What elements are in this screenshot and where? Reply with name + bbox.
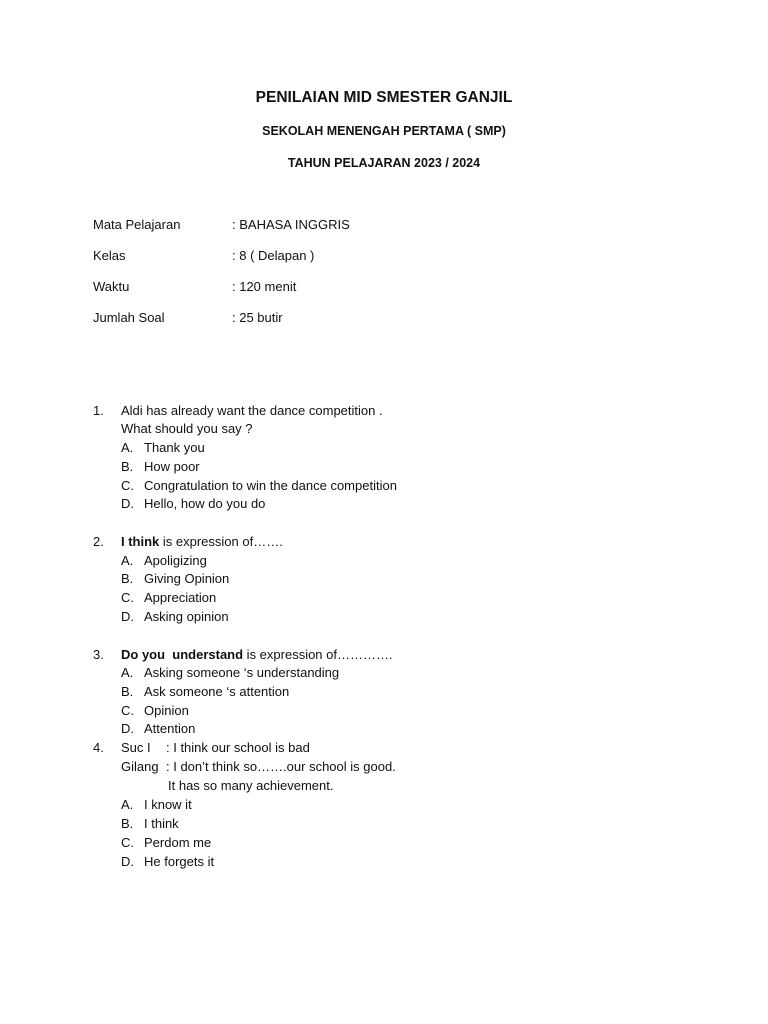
option-letter: D. [121, 496, 134, 511]
option-text: Perdom me [144, 835, 212, 850]
option-text: Thank you [144, 440, 205, 455]
option-text: He forgets it [144, 854, 215, 869]
question-text [121, 534, 283, 549]
option-letter: B. [121, 459, 134, 474]
info-value-time: : 120 menit [232, 279, 297, 294]
option-text: Apoligizing [144, 553, 207, 568]
question-keyword: Do you understand [121, 647, 244, 662]
option-letter: B. [121, 571, 134, 586]
option-text: Congratulation to win the dance competition [144, 478, 397, 493]
option-text: Hello, how do you do [144, 496, 266, 511]
option-letter: B. [121, 684, 134, 699]
option-text: Asking someone ‘s understanding [144, 665, 340, 680]
question-keyword: I think [121, 534, 160, 549]
question-text: Aldi has already want the dance competition . [121, 403, 383, 418]
option-text: Attention [144, 721, 196, 736]
info-value-subject: : BAHASA INGGRIS [232, 217, 350, 232]
option-letter: B. [121, 816, 134, 831]
option-letter: A. [121, 440, 134, 455]
info-value-count: : 25 butir [232, 310, 283, 325]
question-rest: is expression of…………. [243, 647, 393, 662]
question-text: What should you say ? [121, 421, 253, 436]
question-number: 2. [93, 534, 104, 549]
option-letter: A. [121, 797, 134, 812]
option-letter: D. [121, 721, 134, 736]
exam-title: PENILAIAN MID SMESTER GANJIL [255, 89, 513, 106]
question-number: 1. [93, 403, 104, 418]
option-text: Opinion [144, 703, 189, 718]
option-text: Appreciation [144, 590, 217, 605]
info-label-subject: Mata Pelajaran [93, 217, 181, 232]
option-letter: C. [121, 478, 134, 493]
info-label-time: Waktu [93, 279, 130, 294]
question-number: 3. [93, 647, 104, 662]
option-letter: A. [121, 553, 134, 568]
option-text: Asking opinion [144, 609, 229, 624]
option-letter: C. [121, 703, 134, 718]
option-letter: D. [121, 609, 134, 624]
academic-year: TAHUN PELAJARAN 2023 / 2024 [287, 156, 481, 170]
option-text: I think [144, 816, 179, 831]
dialog-speaker: Gilang [121, 759, 159, 774]
info-label-count: Jumlah Soal [93, 310, 165, 325]
question-text [121, 647, 393, 662]
option-text: Ask someone ‘s attention [144, 684, 290, 699]
option-text: How poor [144, 459, 200, 474]
option-letter: C. [121, 835, 134, 850]
dialog-speaker: Suc I [121, 740, 151, 755]
option-text: Giving Opinion [144, 571, 230, 586]
option-letter: A. [121, 665, 134, 680]
question-number: 4. [93, 740, 104, 755]
dialog-continuation: It has so many achievement. [168, 778, 334, 793]
option-text: I know it [144, 797, 192, 812]
info-label-class: Kelas [93, 248, 126, 263]
dialog-line: : I don’t think so…….our school is good. [166, 759, 396, 774]
dialog-line: : I think our school is bad [166, 740, 310, 755]
option-letter: C. [121, 590, 134, 605]
school-name: SEKOLAH MENENGAH PERTAMA ( SMP) [262, 124, 506, 138]
option-letter: D. [121, 854, 134, 869]
info-value-class: : 8 ( Delapan ) [232, 248, 315, 263]
question-rest: is expression of……. [159, 534, 283, 549]
